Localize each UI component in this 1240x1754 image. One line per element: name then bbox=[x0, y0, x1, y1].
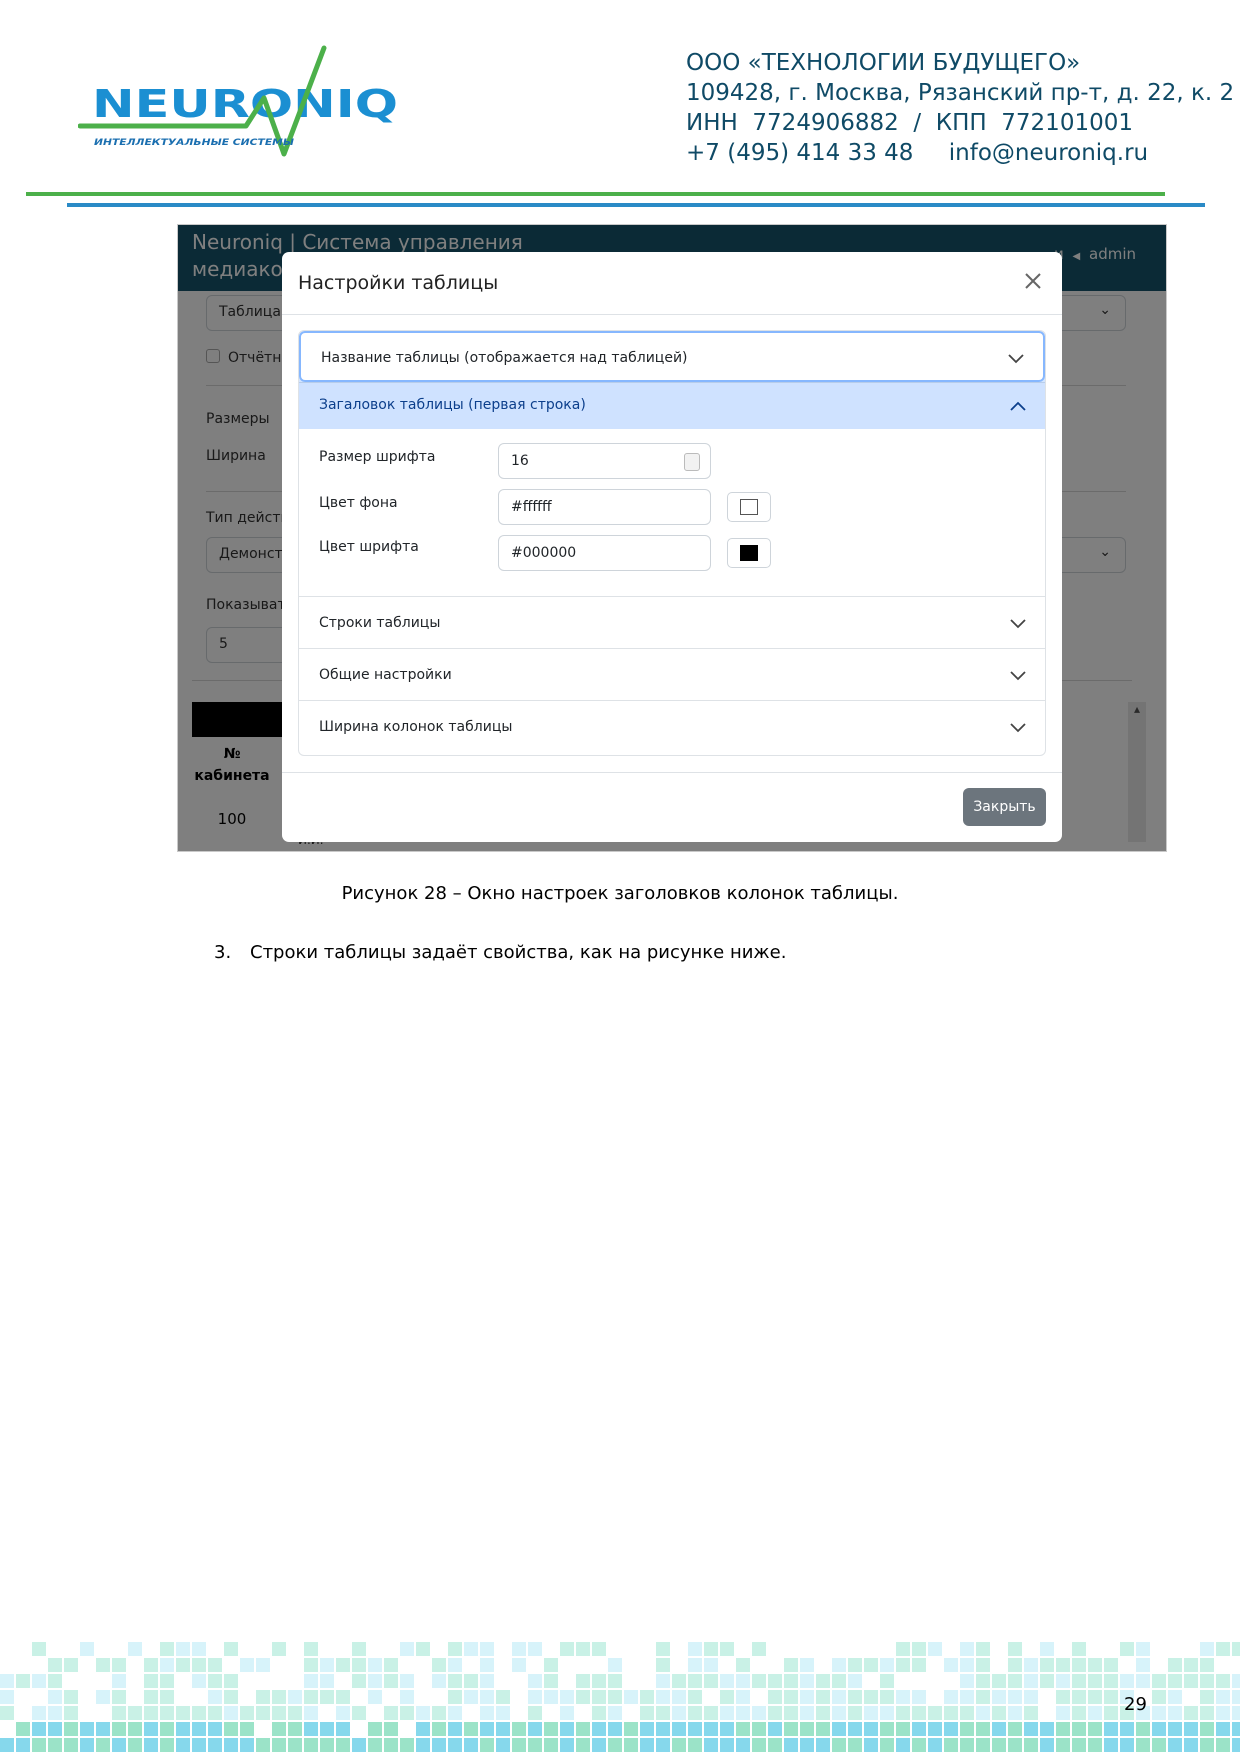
accordion-label: Строки таблицы bbox=[319, 615, 441, 631]
table-settings-modal bbox=[282, 252, 1062, 842]
font-size-input[interactable] bbox=[498, 443, 711, 479]
chevron-down-icon bbox=[1009, 670, 1027, 682]
font-size-value: 16 bbox=[511, 453, 529, 469]
chevron-down-icon bbox=[1009, 722, 1027, 734]
accordion-item-table-name[interactable] bbox=[299, 331, 1045, 383]
settings-accordion bbox=[298, 330, 1046, 756]
company-details bbox=[686, 48, 1234, 168]
company-email[interactable]: info@neuroniq.ru bbox=[948, 140, 1149, 166]
modal-title: Настройки таблицы bbox=[298, 272, 499, 294]
modal-header bbox=[282, 252, 1062, 315]
figure-screenshot bbox=[177, 224, 1167, 852]
accordion-item-table-header[interactable] bbox=[299, 383, 1045, 429]
accordion-item-table-rows[interactable] bbox=[299, 597, 1045, 649]
page-number: 29 bbox=[1124, 1694, 1147, 1715]
chevron-down-icon bbox=[1009, 618, 1027, 630]
company-phone: +7 (495) 414 33 48 bbox=[686, 140, 914, 166]
font-color-label: Цвет шрифта bbox=[319, 539, 419, 555]
accordion-item-column-widths[interactable] bbox=[299, 701, 1045, 756]
logo-tagline: ИНТЕЛЛЕКТУАЛЬНЫЕ СИСТЕМЫ bbox=[94, 138, 295, 148]
font-color-input[interactable] bbox=[498, 535, 711, 571]
bg-color-picker[interactable] bbox=[727, 492, 771, 522]
list-item-text: Строки таблицы задаёт свойства, как на рисунке ниже. bbox=[250, 942, 787, 963]
bg-color-value: #ffffff bbox=[511, 499, 552, 515]
header-rule-blue bbox=[67, 203, 1205, 207]
modal-footer bbox=[282, 772, 1062, 843]
accordion-body-table-header bbox=[299, 429, 1045, 597]
accordion-label: Общие настройки bbox=[319, 667, 452, 683]
bg-color-input[interactable] bbox=[498, 489, 711, 525]
bg-color-label: Цвет фона bbox=[319, 495, 398, 511]
font-size-label: Размер шрифта bbox=[319, 449, 436, 465]
list-item bbox=[214, 942, 786, 963]
close-button[interactable]: Закрыть bbox=[963, 788, 1046, 826]
close-icon[interactable] bbox=[1018, 266, 1048, 296]
accordion-item-general-settings[interactable] bbox=[299, 649, 1045, 701]
accordion-label: Название таблицы (отображается над таблицей) bbox=[321, 350, 688, 366]
color-swatch bbox=[740, 499, 758, 515]
font-color-picker[interactable] bbox=[727, 538, 771, 568]
footer-decoration bbox=[0, 1640, 1240, 1754]
neuroniq-logo bbox=[78, 40, 418, 165]
header-rule-green bbox=[26, 192, 1165, 196]
chevron-up-icon bbox=[1009, 400, 1027, 412]
chevron-down-icon bbox=[1007, 353, 1025, 365]
color-swatch bbox=[740, 545, 758, 561]
company-name: ООО «ТЕХНОЛОГИИ БУДУЩЕГО» bbox=[686, 50, 1081, 76]
accordion-button[interactable] bbox=[299, 331, 1045, 382]
figure-caption: Рисунок 28 – Окно настроек заголовков колонок таблицы. bbox=[341, 883, 899, 904]
list-item-number: 3. bbox=[214, 942, 232, 963]
company-inn-kpp: ИНН 7724906882 / КПП 772101001 bbox=[686, 110, 1133, 136]
spinner-icon[interactable] bbox=[684, 453, 700, 471]
logo-wordmark: NEURONIQ bbox=[92, 82, 398, 126]
company-address: 109428, г. Москва, Рязанский пр-т, д. 22, к. 2 bbox=[686, 80, 1235, 106]
accordion-label: Ширина колонок таблицы bbox=[319, 719, 513, 735]
accordion-label: Загаловок таблицы (первая строка) bbox=[319, 397, 586, 413]
font-color-value: #000000 bbox=[511, 545, 577, 561]
company-contacts bbox=[686, 138, 1234, 168]
